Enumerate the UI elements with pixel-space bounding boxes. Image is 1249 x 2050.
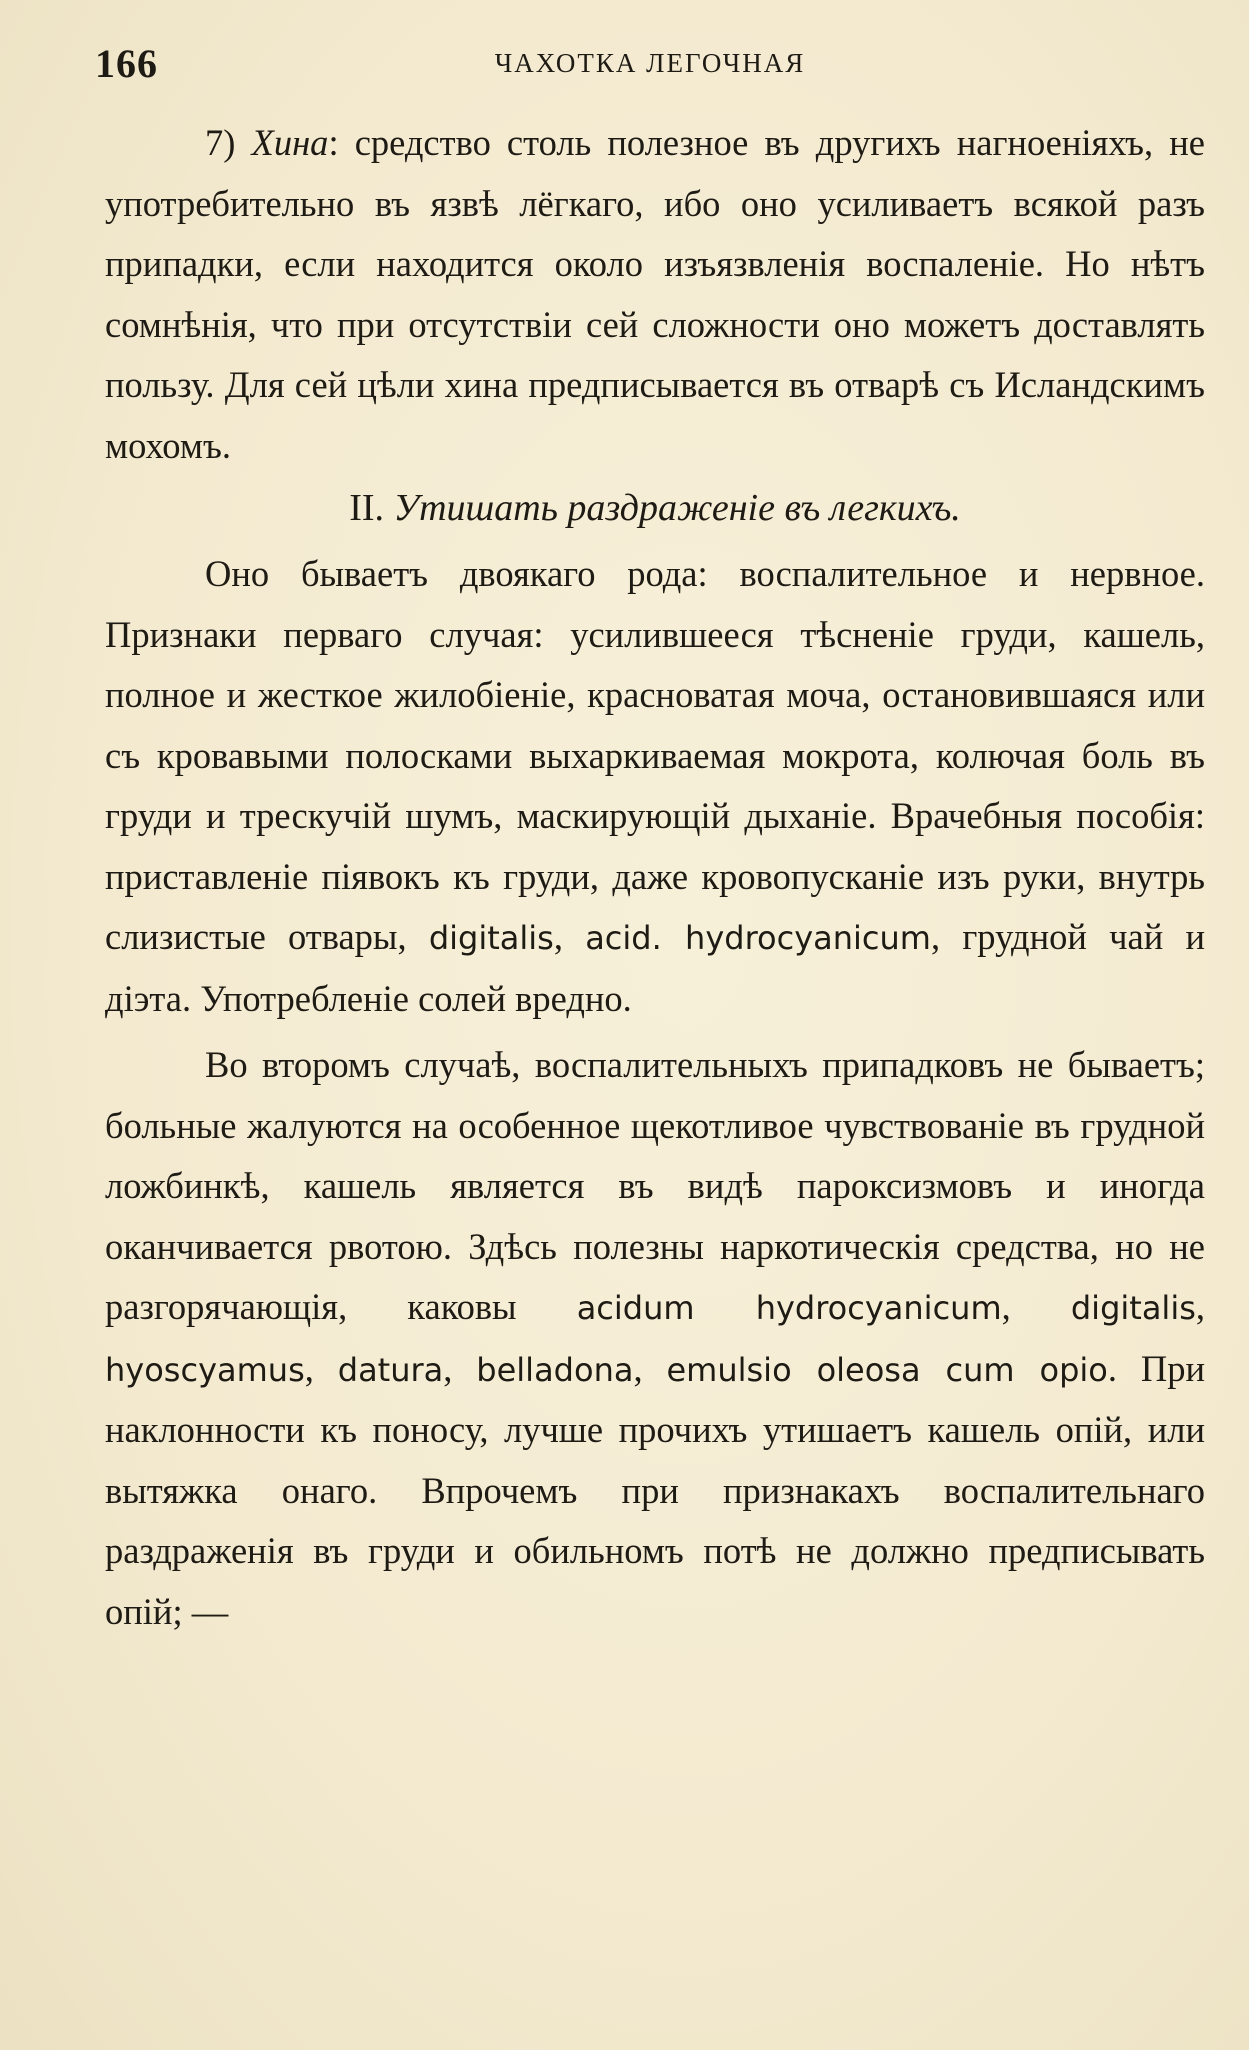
paragraph	[105, 1035, 1205, 1642]
paragraph	[105, 113, 1205, 476]
latin-term: digitalis	[1070, 1289, 1196, 1327]
section-heading	[105, 478, 1205, 538]
text-run: : средство столь полезное въ другихъ нагноеніяхъ, не употребительно въ язвѣ лёгкаго, ибо оно усиливаетъ всякой разъ припадки, если находится около изъязвленія воспаленіе. Но нѣтъ сомнѣнія, что при отсутствіи сей сложности оно можетъ доставлять пользу. Для сей цѣли хина предписывается въ отварѣ съ Исландскимъ мохомъ.	[105, 122, 1206, 466]
italic-term: Хина	[251, 122, 329, 163]
text-run: . При наклонности къ поносу, лучше прочихъ утишаетъ кашель опій, или вытяжка онаго. Впрочемъ при признакахъ воспалительнаго раздраженія въ груди и обильномъ потѣ не должно предписывать опій; —	[105, 1347, 1206, 1632]
text-run: , грудной чай и діэта. Употребленіе солей вредно.	[105, 916, 1205, 1019]
latin-term: belladona	[476, 1350, 634, 1389]
section-title: Утишать раздраженіе въ легкихъ.	[393, 487, 961, 529]
latin-term: datura	[337, 1350, 444, 1389]
text-run: 7)	[205, 122, 252, 163]
text-run: Во второмъ случаѣ, воспалительныхъ припадковъ не бываетъ; больные жалуются на особенное щекотливое чувствованіе въ грудной ложбинкѣ, кашель является въ видѣ пароксизмовъ и иногда оканчивается рвотою. Здѣсь полезны наркотическія средства, но не разгорячающія, каковы	[105, 1044, 1205, 1327]
text-run: ,	[553, 916, 586, 957]
text-run: ,	[633, 1347, 667, 1389]
latin-term: hyoscyamus	[105, 1350, 305, 1389]
page-header	[95, 40, 1205, 90]
paragraph	[105, 544, 1205, 1029]
latin-term: acid. hydrocyanicum	[585, 919, 931, 957]
text-run: ,	[443, 1347, 477, 1389]
text-run: ,	[1195, 1286, 1205, 1327]
text-run: ,	[304, 1347, 338, 1389]
section-number: II.	[349, 487, 384, 529]
latin-term: acidum hydrocyanicum	[576, 1289, 1002, 1327]
text-run: ,	[1001, 1286, 1071, 1327]
page-number: 166	[95, 41, 158, 86]
latin-term: digitalis	[428, 919, 554, 957]
body-text	[105, 113, 1205, 1642]
text-run: Оно бываетъ двоякаго рода: воспалительное и нервное. Признаки перваго случая: усилившееся тѣсненіе груди, кашель, полное и жесткое жилобіеніе, красноватая моча, остановившаяся или съ кровавыми полосками выхаркиваемая мокрота, колючая боль въ груди и трескучій шумъ, маскирующій дыханіе. Врачебныя пособія: приставленіе піявокъ къ груди, даже кровопусканіе изъ руки, внутрь слизистые отвары,	[105, 553, 1205, 957]
latin-term: emulsio oleosa cum opio	[666, 1350, 1108, 1389]
running-title: ЧАХОТКА ЛЕГОЧНАЯ	[494, 48, 806, 78]
